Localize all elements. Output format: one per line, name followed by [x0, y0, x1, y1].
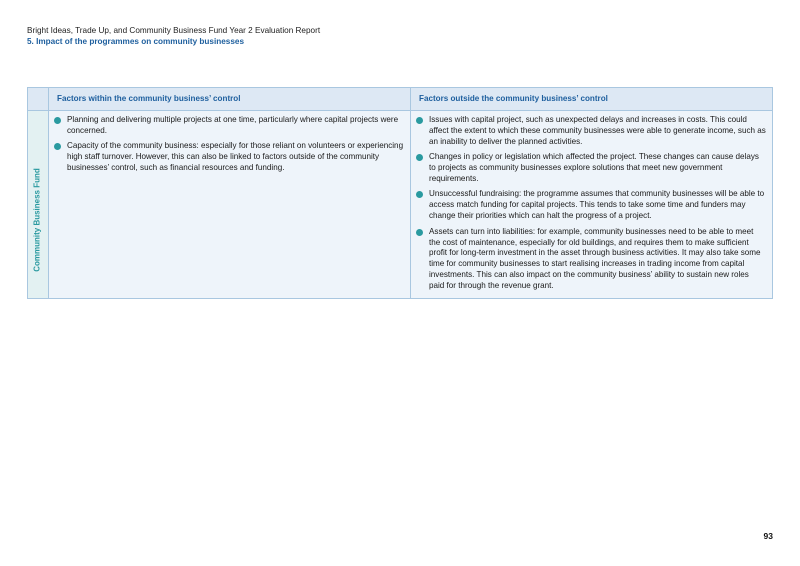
table-corner-cell: [28, 88, 49, 111]
list-item: Planning and delivering multiple projects at one time, particularly where capital projects were concerned.: [53, 115, 404, 137]
list-item: Changes in policy or legislation which affected the project. These changes can cause delays to projects as community businesses explore solutions that meet new government requirements.: [415, 152, 766, 185]
list-item: Capacity of the community business: especially for those reliant on volunteers or experiencing high staff turnover. However, this can also be linked to factors outside of the community businesses’ control, such as financial resources and funding.: [53, 141, 404, 174]
within-control-list: [53, 115, 404, 174]
list-item: Unsuccessful fundraising: the programme assumes that community businesses will be able to access match funding for capital projects. This tends to take some time and funders may change their priorities which can halt the progress of a project.: [415, 189, 766, 222]
list-item: Assets can turn into liabilities: for example, community businesses need to be able to meet the cost of maintenance, especially for old buildings, and requires them to make sufficient profit for long-term investment in the asset through business activities. It may also take some time for community businesses to start realising increases in trading income from capital investments. This can also impact on the community business’ ability to sustain new roles paid for through the revenue grant.: [415, 227, 766, 292]
within-control-cell: [49, 111, 411, 299]
page-header: [27, 25, 320, 47]
report-title: Bright Ideas, Trade Up, and Community Business Fund Year 2 Evaluation Report: [27, 26, 321, 35]
column-header-outside: Factors outside the community business’ control: [411, 88, 773, 111]
factors-table: [27, 87, 773, 299]
table-header-row: [28, 88, 773, 111]
table-row: [28, 111, 773, 299]
row-label: Community Business Fund: [32, 168, 42, 272]
page-number: 93: [763, 531, 773, 541]
section-title: 5. Impact of the programmes on community businesses: [27, 37, 245, 46]
outside-control-cell: [411, 111, 773, 299]
list-item: Issues with capital project, such as unexpected delays and increases in costs. This could affect the extent to which these community businesses were able to generate income, such as an inability to deliver the planned activities.: [415, 115, 766, 148]
row-label-cell: [28, 111, 49, 299]
column-header-within: Factors within the community business’ control: [49, 88, 411, 111]
outside-control-list: [415, 115, 766, 292]
